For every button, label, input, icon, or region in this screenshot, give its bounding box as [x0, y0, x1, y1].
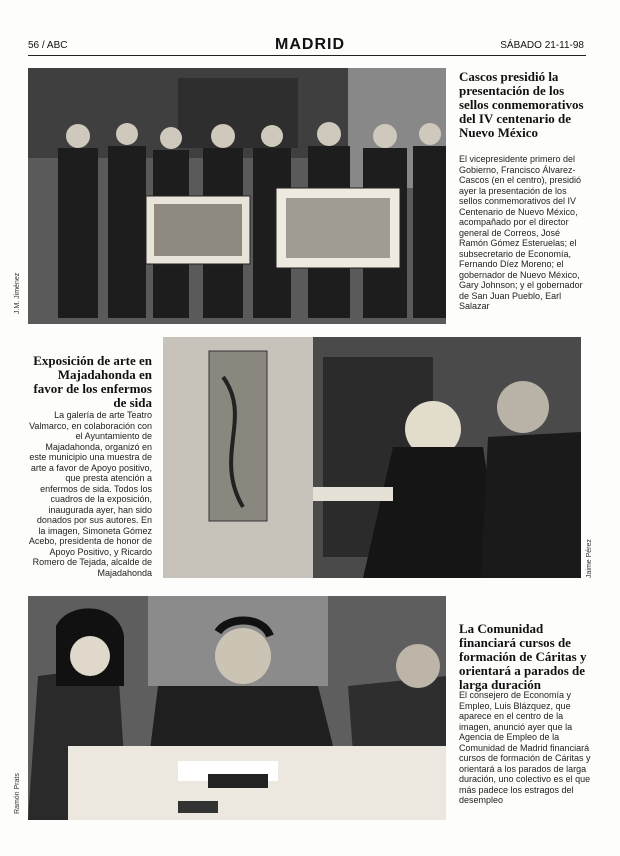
photo-credit-1: J.M. Jiménez — [14, 272, 21, 314]
art-exhibition-photo — [163, 337, 581, 578]
section-title: MADRID — [275, 36, 345, 53]
page-reference: 56 / ABC — [28, 40, 68, 51]
story3-body: El consejero de Economía y Empleo, Luis Blázquez, que aparece en el centro de la imagen, anunció ayer que la Agencia de Empleo de la Comunidad de Madrid financiará cursos de formación de Cáritas y orientará a los parados de larga duración, uno colectivo es el que más padece los estragos del desempleo — [459, 690, 591, 805]
story2-body: La galería de arte Teatro Valmarco, en colaboración con el Ayuntamiento de Majadahonda, organizó en este municipio una muestra de arte a favor de Apoyo positivo, que presta atención a enfermos de sida. Todos los cuadros de la exposición, inaugurada ayer, han sido donados por sus autores. En la imagen, Simoneta Gómez Acebo, presidenta de honor de Apoyo Positivo, y Ricardo Romero de Tejada, alcalde de Majadahonda — [28, 410, 152, 578]
story1-body: El vicepresidente primero del Gobierno, Francisco Álvarez-Cascos (en el centro), presidió ayer la presentación de los sellos conmemorativos del IV Centenario de Nuevo México, acompañado por el director general de Correos, José Ramón Gómez Esteruelas; el subsecretario de Economía, Fernando Díez Moreno; el gobernador de Nuevo México, Gary Johnson; y el gobernador de San Juan Pueblo, Earl Salazar — [459, 154, 583, 311]
photo-credit-3: Ramón Prats — [14, 773, 21, 814]
stamps-presentation-photo — [28, 68, 446, 324]
caritas-meeting-photo — [28, 596, 446, 820]
issue-date: SÁBADO 21-11-98 — [500, 40, 584, 51]
story1-headline: Cascos presidió la presentación de los sellos conmemorativos del IV centenario de Nuevo México — [459, 69, 584, 140]
photo-credit-2: Jaime Pérez — [586, 539, 593, 578]
story3-headline: La Comunidad financiará cursos de formación de Cáritas y orientará a parados de larga duración — [459, 621, 587, 692]
story2-headline: Exposición de arte en Majadahonda en favor de los enfermos de sida — [33, 353, 152, 410]
header-rule — [28, 55, 586, 56]
